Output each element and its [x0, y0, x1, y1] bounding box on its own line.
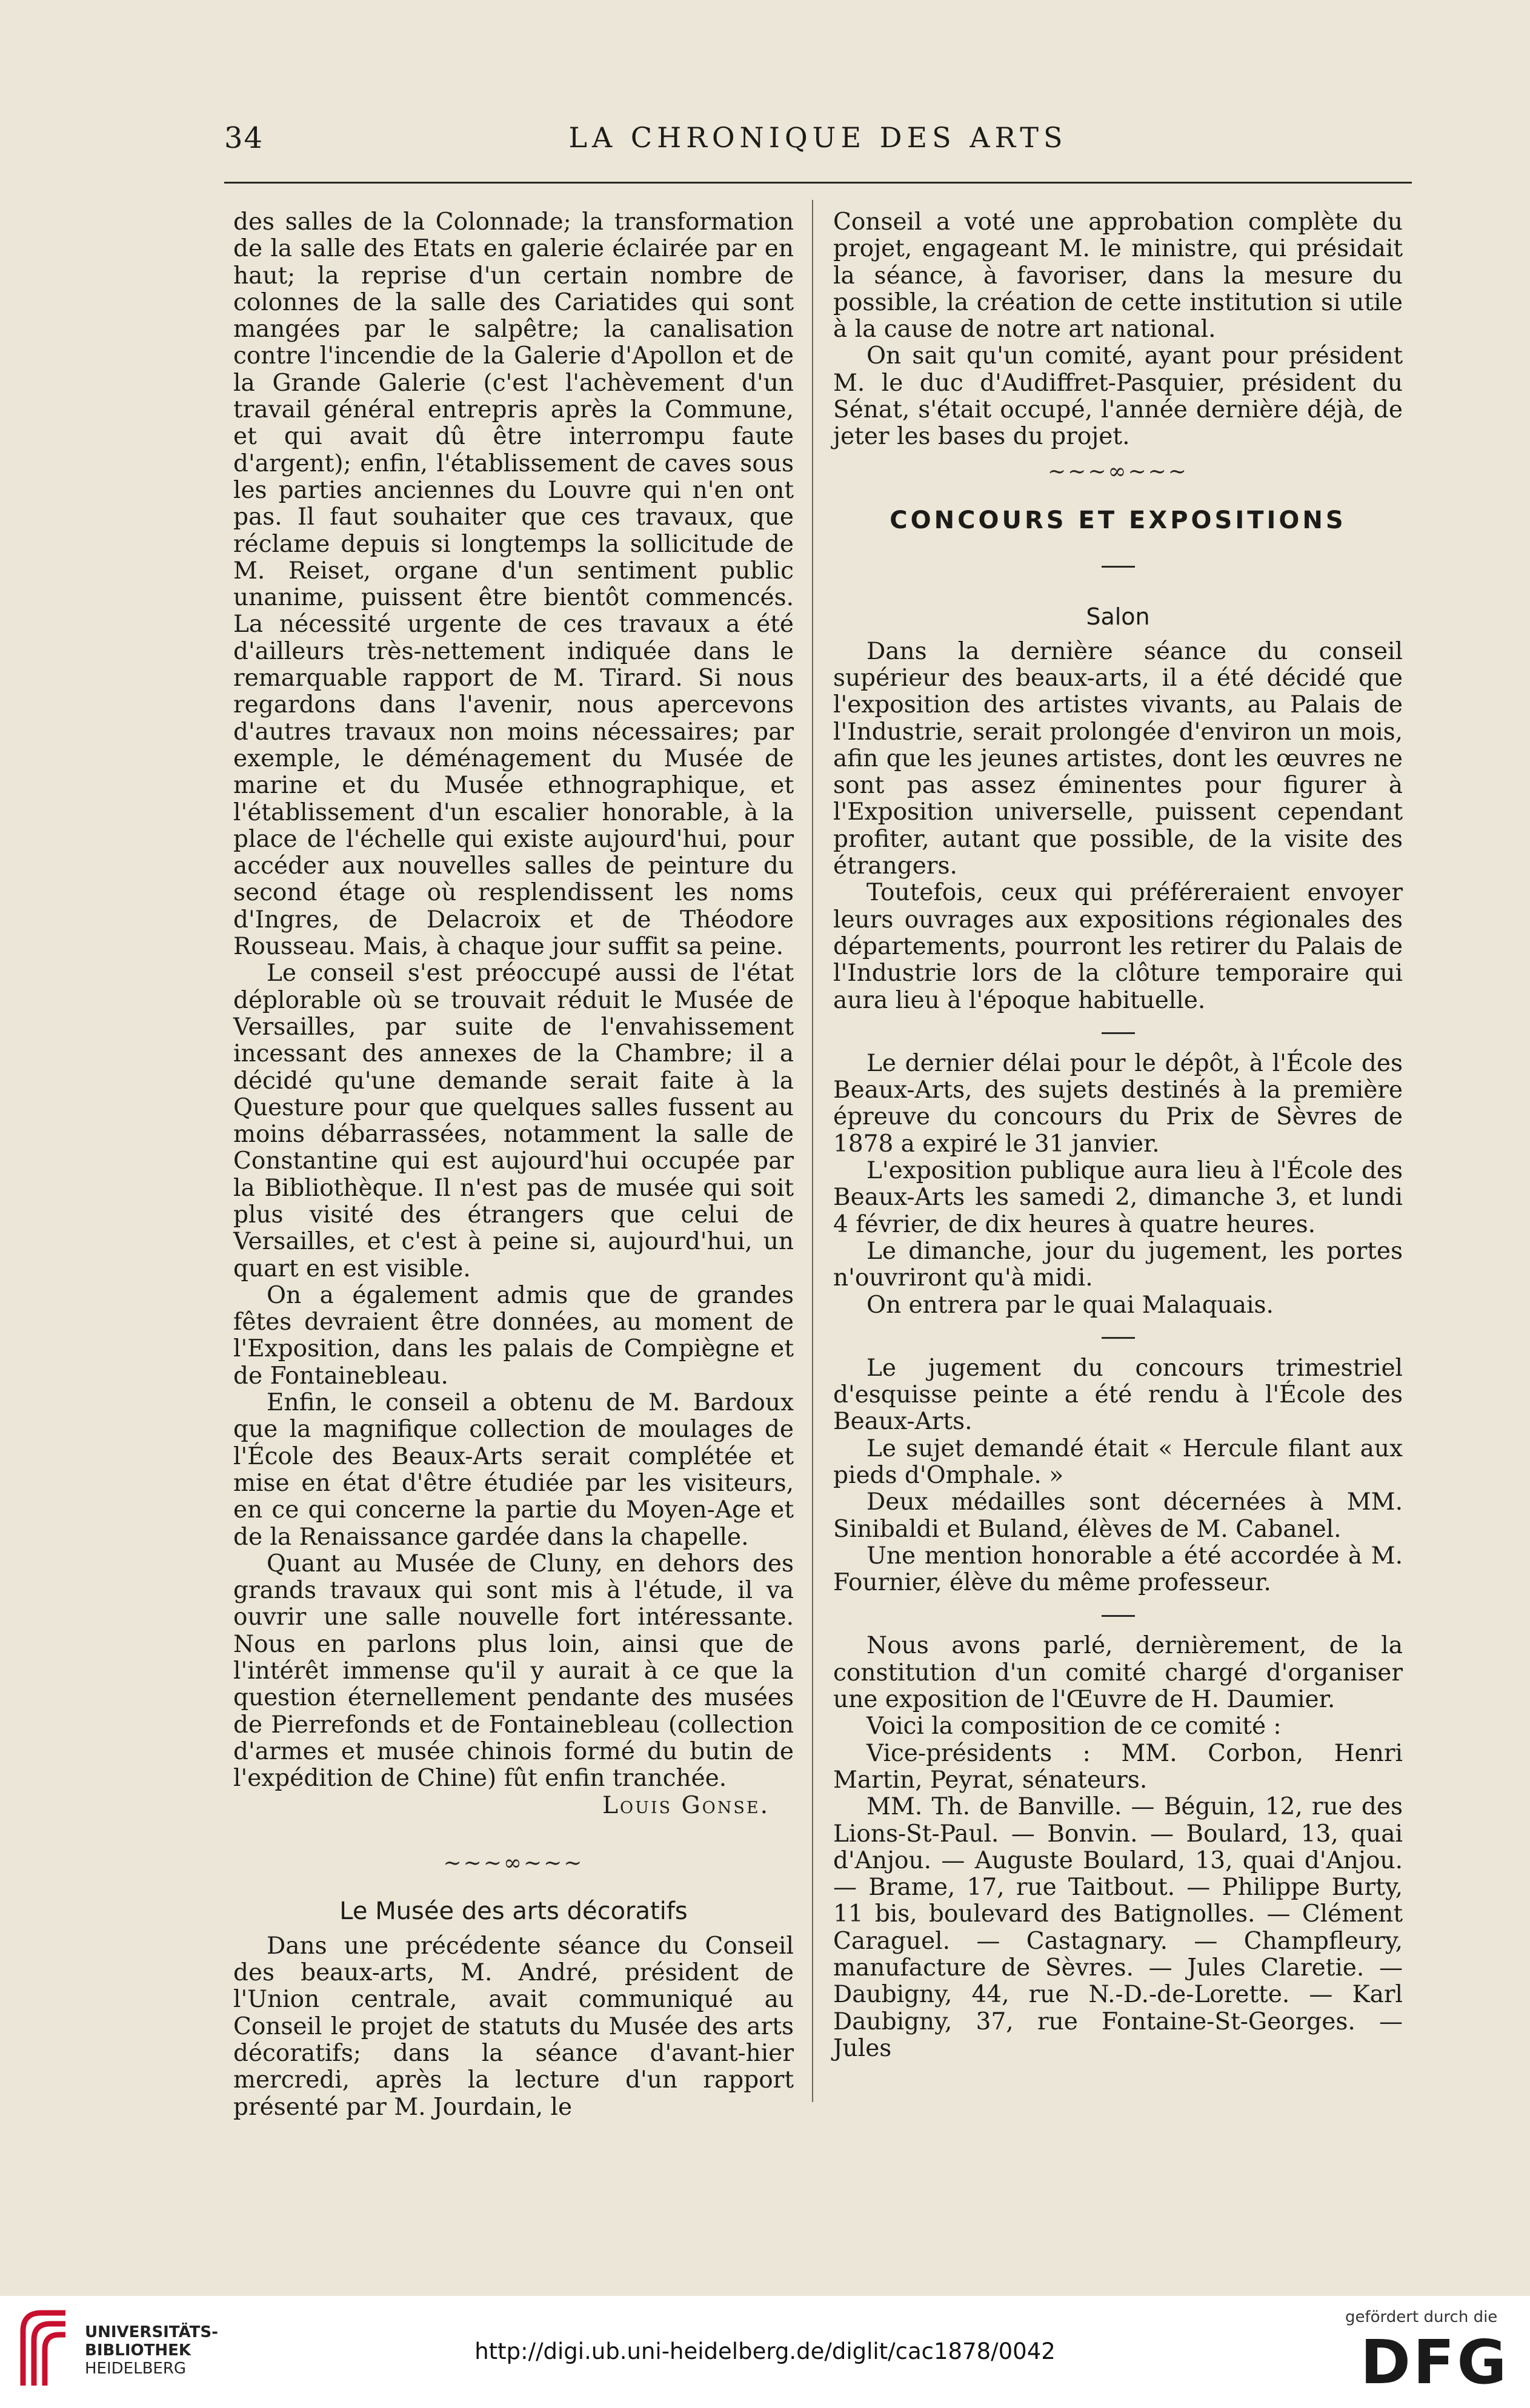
dash-separator	[833, 1014, 1403, 1050]
paragraph: Le conseil s'est préoccupé aussi de l'état déplorable où se trouvait réduit le Musée de Versailles, par suite de l'envahissement incessant des annexes de la Chambre; il a décidé qu'une demande serait faite à la Questure pour que quelques salles fussent au moins débarrassées, notamment la salle de Constantine qui est aujourd'hui occupée par la Bibliothèque. Il n'est pas de musée qui soit plus visité des étrangers que celui de Versailles, et c'est à peine si, aujourd'hui, un quart en est visible.	[233, 960, 794, 1282]
paragraph: Deux médailles sont décernées à MM. Sinibaldi et Buland, élèves de M. Cabanel.	[833, 1488, 1403, 1543]
spacer	[233, 1819, 794, 1842]
paragraph: L'exposition publique aura lieu à l'École des Beaux-Arts les samedi 2, dimanche 3, et lundi 4 février, de dix heures à quatre heures.	[833, 1157, 1403, 1238]
paragraph: Enfin, le conseil a obtenu de M. Bardoux que la magnifique collection de moulages de l'École des Beaux-Arts serait complétée et mise en état d'être étudiée par les visiteurs, en ce qui concerne la partie du Moyen-Age et de la Renaissance gardée dans la chapelle.	[233, 1389, 794, 1551]
header-rule	[224, 182, 1412, 184]
dash-separator	[833, 1596, 1403, 1633]
institution-line: BIBLIOTHEK	[85, 2341, 191, 2360]
paragraph: Voici la composition de ce comité :	[866, 1713, 1282, 1740]
paragraph: Nous avons parlé, dernièrement, de la constitution d'un comité chargé d'organiser une exposition de l'Œuvre de H. Daumier.	[833, 1632, 1403, 1714]
right-column	[833, 209, 1403, 2062]
section-title: CONCOURS ET EXPOSITIONS	[890, 506, 1346, 534]
paragraph: On a également admis que de grandes fêtes devraient être données, au moment de l'Exposition, dans les palais de Compiègne et de Fontainebleau.	[233, 1281, 794, 1390]
paragraph: Le sujet demandé était « Hercule filant aux pieds d'Omphale. »	[833, 1435, 1403, 1489]
left-column	[233, 209, 794, 2121]
column-divider	[812, 200, 813, 2102]
flourish-ornament: ~~~∞~~~	[443, 1850, 584, 1876]
paragraph: Le dimanche, jour du jugement, les portes n'ouvriront qu'à midi.	[833, 1237, 1403, 1292]
institution-line: UNIVERSITÄTS-	[85, 2323, 218, 2341]
paragraph: Vice-présidents : MM. Corbon, Henri Martin, Peyrat, sénateurs.	[833, 1739, 1403, 1794]
paragraph: Une mention honorable a été accordée à M. Fournier, élève du même professeur.	[833, 1542, 1403, 1597]
institution-line: HEIDELBERG	[85, 2360, 187, 2378]
permalink-url[interactable]: http://digi.ub.uni-heidelberg.de/diglit/cac1878/0042	[474, 2338, 1056, 2364]
dfg-logo: DFG	[1360, 2327, 1509, 2398]
flourish-ornament: ~~~∞~~~	[1048, 459, 1188, 484]
dash-separator	[833, 1319, 1403, 1355]
journal-title: LA CHRONIQUE DES ARTS	[568, 121, 1068, 154]
viewer-footer	[0, 2296, 1530, 2408]
author-signature: Louis Gonse.	[602, 1791, 770, 1819]
paragraph: On entrera par le quai Malaquais.	[866, 1291, 1274, 1319]
paragraph: des salles de la Colonnade; la transformation de la salle des Etats en galerie éclairée par en haut; la reprise d'un certain nombre de colonnes de la salle des Cariatides qui sont mangées par le salpêtre; la canalisation contre l'incendie de la Galerie d'Apollon et de la Grande Galerie (c'est l'achèvement d'un travail général entrepris après la Commune, et qui avait dû être interrompu faute d'argent); enfin, l'établissement de caves sous les parties anciennes du Louvre qui n'en ont pas. Il faut souhaiter que ces travaux, que réclame depuis si longtemps la sollicitude de M. Reiset, organe d'un sentiment public unanime, puissent être bientôt commencés. La nécessité urgente de ces travaux a été d'ailleurs très-nettement indiquée dans le remarquable rapport de M. Tirard. Si nous regardons dans l'avenir, nous apercevons d'autres travaux non moins nécessaires; par exemple, le déménagement du Musée de marine et du Musée ethnographique, et l'établissement d'un escalier honorable, à la place de l'échelle qui existe aujourd'hui, pour accéder aux nouvelles salles de peinture du second étage où resplendissent les noms d'Ingres, de Delacroix et de Théodore Rousseau. Mais, à chaque jour suffit sa peine.	[233, 208, 794, 961]
paragraph: Le jugement du concours trimestriel d'esquisse peinte a été rendu à l'École des Beaux-Arts.	[833, 1354, 1403, 1436]
paragraph: Dans la dernière séance du conseil supérieur des beaux-arts, il a été décidé que l'exposition des artistes vivants, au Palais de l'Industrie, serait prolongée d'environ un mois, afin que les jeunes artistes, dont les œuvres ne sont pas assez éminentes pour figurer à l'Exposition universelle, puissent cependant profiter, autant que possible, de la visite des étrangers.	[833, 637, 1403, 880]
page-number: 34	[224, 121, 264, 155]
running-head	[224, 115, 1412, 170]
subheading-salon: Salon	[1086, 603, 1150, 630]
dash-separator	[833, 548, 1403, 584]
funding-notice: gefördert durch die	[1345, 2308, 1498, 2326]
paragraph: Dans une précédente séance du Conseil des beaux-arts, M. André, président de l'Union centrale, avait communiqué au Conseil le projet de statuts du Musée des arts décoratifs; dans la séance d'avant-hier mercredi, après la lecture d'un rapport présenté par M. Jourdain, le	[233, 1932, 794, 2121]
paragraph: Le dernier délai pour le dépôt, à l'École des Beaux-Arts, des sujets destinés à la première épreuve du concours du Prix de Sèvres de 1878 a expiré le 31 janvier.	[833, 1049, 1403, 1158]
paragraph: On sait qu'un comité, ayant pour président M. le duc d'Audiffret-Pasquier, président du Sénat, s'était occupé, l'année dernière déjà, de jeter les bases du projet.	[833, 342, 1403, 451]
paragraph: MM. Th. de Banville. — Béguin, 12, rue des Lions-St-Paul. — Bonvin. — Boulard, 13, quai d'Anjou. — Auguste Boulard, 13, quai d'Anjou. — Brame, 17, rue Taitbout. — Philippe Burty, 11 bis, boulevard des Batignolles. — Clément Caraguel. — Castagnary. — Champfleury, manufacture de Sèvres. — Jules Claretie. — Daubigny, 44, rue N.-D.-de-Lorette. — Karl Daubigny, 37, rue Fontaine-St-Georges. — Jules	[833, 1793, 1403, 2062]
paragraph: Quant au Musée de Cluny, en dehors des grands travaux qui sont mis à l'étude, il va ouvrir une salle nouvelle fort intéressante. Nous en parlons plus loin, ainsi que de l'intérêt immense qu'il y aurait à ce que la question éternellement pendante des musées de Pierrefonds et de Fontainebleau (collection d'armes et musée chinois formé du butin de l'expédition de Chine) fût enfin tranchée.	[233, 1550, 794, 1793]
paragraph: Conseil a voté une approbation complète du projet, engageant M. le ministre, qui présidait la séance, à favoriser, dans la mesure du possible, la création de cette institution si utile à la cause de notre art national.	[833, 208, 1403, 343]
section-heading: Le Musée des arts décoratifs	[339, 1897, 688, 1925]
paragraph: Toutefois, ceux qui préféreraient envoyer leurs ouvrages aux expositions régionales des départements, pourront les retirer du Palais de l'Industrie lors de la clôture temporaire qui aura lieu à l'époque habituelle.	[833, 879, 1403, 1014]
